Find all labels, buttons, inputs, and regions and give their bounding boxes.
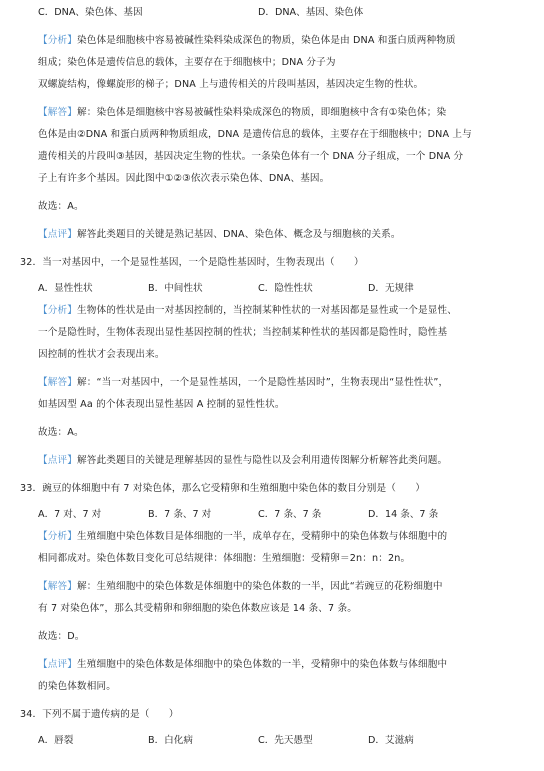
text-line bbox=[38, 34, 456, 48]
text-line bbox=[38, 128, 472, 142]
answer-option: D．14 条、7 条 bbox=[368, 509, 439, 520]
line-text: 故选：A。 bbox=[38, 427, 84, 438]
line-text: 如基因型 Aa 的个体表现出显性基因 A 控制的显性性状。 bbox=[38, 399, 285, 410]
text-line bbox=[38, 602, 357, 616]
answer-option: A．显性性状 bbox=[38, 283, 93, 294]
text-line bbox=[38, 398, 285, 412]
line-text: 生殖细胞中染色体数目是体细胞的一半，成单存在，受精卵中的染色体数与体细胞中的 bbox=[76, 531, 448, 542]
text-line bbox=[38, 304, 457, 318]
answer-option: B．白化病 bbox=[148, 735, 193, 746]
text-line bbox=[38, 106, 446, 120]
line-text: 遗传相关的片段叫③基因，基因决定生物的性状。一条染色体有一个 DNA 分子组成，一个 DNA 分 bbox=[38, 151, 464, 162]
answer-option: A．7 对、7 对 bbox=[38, 509, 102, 520]
line-text: 解：“当一对基因中，一个是显性基因，一个是隐性基因时”，生物表现出“显性性状”， bbox=[76, 377, 449, 388]
line-text: 解：染色体是细胞核中容易被碱性染料染成深色的物质，即细胞核中含有①染色体；染 bbox=[76, 107, 447, 118]
answer-option: C．先天愚型 bbox=[258, 735, 313, 746]
line-text: 有 7 对染色体”，那么其受精卵和卵细胞的染色体数应该是 14 条、7 条。 bbox=[38, 603, 357, 614]
section-tag: 【点评】 bbox=[38, 455, 77, 466]
line-text: 故选：D。 bbox=[38, 631, 85, 642]
text-line bbox=[38, 680, 116, 694]
answer-option: D．DNA、基因、染色体 bbox=[258, 7, 364, 18]
line-text: 34．下列不属于遗传病的是（ ） bbox=[20, 709, 179, 720]
text-line bbox=[38, 454, 447, 468]
text-line bbox=[38, 172, 329, 186]
line-text: 的染色体数相同。 bbox=[38, 681, 116, 692]
text-line bbox=[38, 630, 85, 644]
text-line bbox=[20, 482, 425, 496]
answer-option: C．隐性性状 bbox=[258, 283, 313, 294]
answer-option: B．7 条、7 对 bbox=[148, 509, 212, 520]
line-text: 相同都成对。染色体数目变化可总结规律：体细胞：生殖细胞：受精卵＝2n：n：2n。 bbox=[38, 553, 411, 564]
section-tag: 【点评】 bbox=[38, 659, 77, 670]
text-line bbox=[20, 256, 364, 270]
line-text: 因控制的性状才会表现出来。 bbox=[38, 349, 165, 360]
section-tag: 【解答】 bbox=[38, 377, 77, 388]
text-line bbox=[38, 376, 448, 390]
line-text: 解：生殖细胞中的染色体数是体细胞中的染色体数的一半，因此“若豌豆的花粉细胞中 bbox=[76, 581, 443, 592]
text-line bbox=[38, 78, 423, 92]
line-text: 故选：A。 bbox=[38, 201, 84, 212]
section-tag: 【解答】 bbox=[38, 581, 77, 592]
line-text: 染色体是细胞核中容易被碱性染料染成深色的物质，染色体是由 DNA 和蛋白质两种物质 bbox=[76, 35, 456, 46]
line-text: 色体是由②DNA 和蛋白质两种物质组成，DNA 是遗传信息的载体，主要存在于细胞核中；DNA 上与 bbox=[38, 129, 472, 140]
text-line bbox=[38, 200, 84, 214]
section-tag: 【点评】 bbox=[38, 229, 77, 240]
line-text: 双螺旋结构，像螺旋形的梯子；DNA 上与遗传相关的片段叫基因，基因决定生物的性状。 bbox=[38, 79, 424, 90]
text-line bbox=[38, 228, 401, 242]
text-line bbox=[38, 348, 165, 362]
text-line bbox=[38, 552, 410, 566]
line-text: 解答此类题目的关键是熟记基因、DNA、染色体、概念及与细胞核的关系。 bbox=[76, 229, 401, 240]
line-text: 一个是隐性时，生物体表现出显性基因控制的性状；当控制某种性状的基因都是隐性时，隐性基 bbox=[38, 327, 448, 338]
line-text: 生物体的性状是由一对基因控制的，当控制某种性状的一对基因都是显性或一个是显性、 bbox=[76, 305, 457, 316]
section-tag: 【解答】 bbox=[38, 107, 77, 118]
text-line bbox=[20, 708, 179, 722]
text-line bbox=[38, 530, 447, 544]
section-tag: 【分析】 bbox=[38, 305, 77, 316]
line-text: 子上有许多个基因。因此图中①②③依次表示染色体、DNA、基因。 bbox=[38, 173, 330, 184]
answer-option: B．中间性状 bbox=[148, 283, 203, 294]
text-line bbox=[38, 150, 463, 164]
text-line bbox=[38, 326, 447, 340]
answer-option: D．无规律 bbox=[368, 283, 414, 294]
line-text: 32．当一对基因中，一个是显性基因，一个是隐性基因时，生物表现出（ ） bbox=[20, 257, 364, 268]
line-text: 解答此类题目的关键是理解基因的显性与隐性以及会利用遗传图解分析解答此类问题。 bbox=[76, 455, 448, 466]
text-line bbox=[38, 426, 84, 440]
answer-option: A．唇裂 bbox=[38, 735, 74, 746]
section-tag: 【分析】 bbox=[38, 35, 77, 46]
section-tag: 【分析】 bbox=[38, 531, 77, 542]
line-text: 33．豌豆的体细胞中有 7 对染色体，那么它受精卵和生殖细胞中染色体的数目分别是（ ） bbox=[20, 483, 426, 494]
text-line bbox=[38, 56, 336, 70]
text-line bbox=[38, 580, 443, 594]
answer-option: D．艾滋病 bbox=[368, 735, 414, 746]
line-text: 生殖细胞中的染色体数是体细胞中的染色体数的一半，受精卵中的染色体数与体细胞中 bbox=[76, 659, 448, 670]
line-text: 组成；染色体是遗传信息的载体，主要存在于细胞核中；DNA 分子为 bbox=[38, 57, 336, 68]
text-line bbox=[38, 658, 447, 672]
answer-option: C．7 条、7 条 bbox=[258, 509, 322, 520]
answer-option: C．DNA、染色体、基因 bbox=[38, 7, 143, 18]
